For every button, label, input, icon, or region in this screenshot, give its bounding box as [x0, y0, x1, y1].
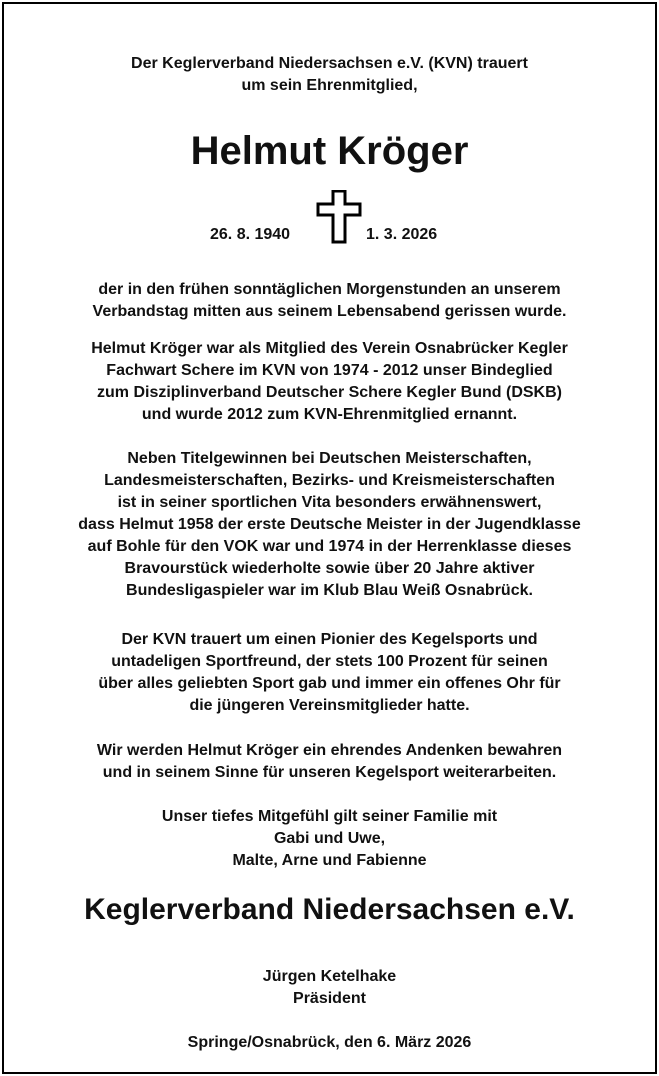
- deceased-name: Helmut Kröger: [190, 129, 469, 173]
- text-line: Landesmeisterschaften, Bezirks- und Kreismeisterschaften: [104, 472, 555, 489]
- text-line: dass Helmut 1958 der erste Deutsche Meister in der Jugendklasse: [78, 516, 581, 533]
- signatory-name: Jürgen Ketelhake: [262, 968, 397, 985]
- text-line: Verbandstag mitten aus seinem Lebensabend gerissen wurde.: [92, 303, 567, 320]
- text-line: Bundesligaspieler war im Klub Blau Weiß Osnabrück.: [126, 582, 533, 599]
- intro-line: um sein Ehrenmitglied,: [241, 77, 418, 94]
- text-line: über alles geliebten Sport gab und immer ein offenes Ohr für: [98, 675, 561, 692]
- text-line: auf Bohle für den VOK war und 1974 in der Herrenklasse dieses: [87, 538, 572, 555]
- text-line: Wir werden Helmut Kröger ein ehrendes Andenken bewahren: [96, 742, 563, 759]
- text-line: ist in seiner sportlichen Vita besonders erwähnenswert,: [117, 494, 542, 511]
- life-dates: [4, 190, 655, 256]
- text-line: Der KVN trauert um einen Pionier des Kegelsports und: [121, 631, 538, 648]
- text-line: Gabi und Uwe,: [273, 830, 386, 847]
- intro-text: [4, 53, 655, 97]
- paragraph-tribute: [4, 629, 655, 717]
- organization-name: Keglerverband Niedersachsen e.V.: [84, 893, 575, 926]
- signatory: [4, 966, 655, 1010]
- paragraph-condolences: [4, 806, 655, 872]
- obituary-notice: [2, 2, 657, 1074]
- signatory-title: Präsident: [293, 990, 366, 1007]
- text-line: und in seinem Sinne für unseren Kegelsport weiterarbeiten.: [102, 764, 557, 781]
- text-line: Neben Titelgewinnen bei Deutschen Meisterschaften,: [127, 450, 532, 467]
- latin-cross-icon: [315, 190, 363, 246]
- paragraph-remembrance: [4, 740, 655, 784]
- text-line: der in den frühen sonntäglichen Morgenstunden an unserem: [98, 281, 561, 298]
- text-line: Malte, Arne und Fabienne: [232, 852, 427, 869]
- birth-date: 26. 8. 1940: [210, 226, 291, 243]
- text-line: und wurde 2012 zum KVN-Ehrenmitglied ernannt.: [141, 406, 518, 423]
- text-line: die jüngeren Vereinsmitglieder hatte.: [189, 697, 470, 714]
- text-line: Unser tiefes Mitgefühl gilt seiner Familie mit: [161, 808, 498, 825]
- paragraph-membership: [4, 338, 655, 426]
- text-line: Bravourstück wiederholte sowie über 20 Jahre aktiver: [124, 560, 535, 577]
- text-line: Fachwart Schere im KVN von 1974 - 2012 unser Bindeglied: [106, 362, 553, 379]
- text-line: zum Disziplinverband Deutscher Schere Kegler Bund (DSKB): [97, 384, 562, 401]
- paragraph-achievements: [4, 448, 655, 602]
- death-date: 1. 3. 2026: [366, 226, 438, 243]
- text-line: Helmut Kröger war als Mitglied des Verein Osnabrücker Kegler: [91, 340, 568, 357]
- paragraph-circumstances: [4, 279, 655, 323]
- text-line: untadeligen Sportfreund, der stets 100 Prozent für seinen: [111, 653, 548, 670]
- intro-line: Der Keglerverband Niedersachsen e.V. (KVN) trauert: [131, 55, 528, 72]
- place-date: Springe/Osnabrück, den 6. März 2026: [187, 1034, 472, 1051]
